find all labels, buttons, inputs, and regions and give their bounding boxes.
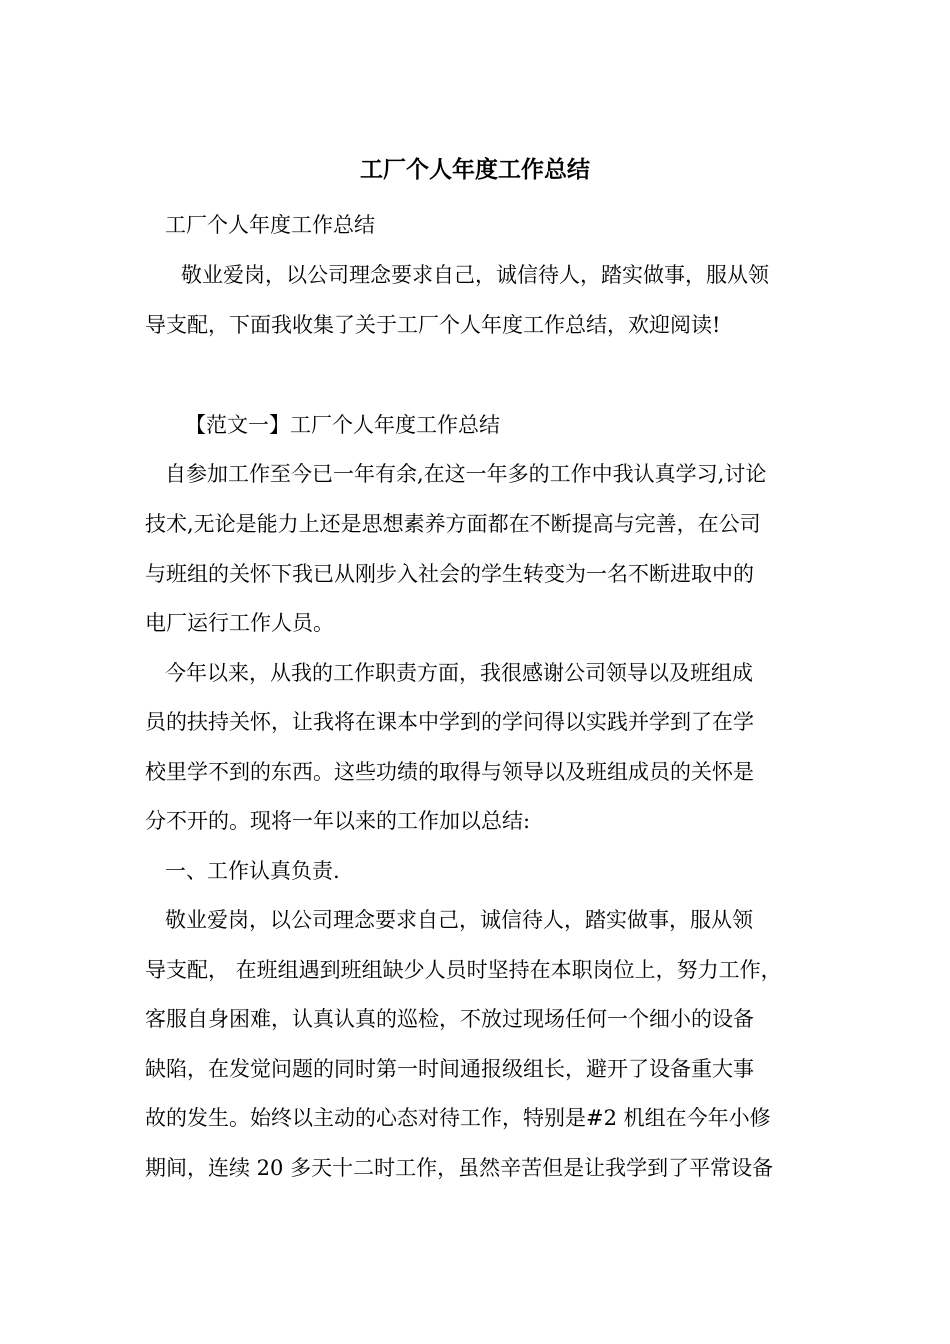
document-subtitle: 工厂个人年度工作总结 — [165, 213, 375, 237]
item-heading: 一、工作认真负责. — [165, 859, 340, 883]
paragraph-line: 自参加工作至今已一年有余,在这一年多的工作中我认真学习,讨论 — [165, 462, 767, 486]
paragraph-line: 敬业爱岗，以公司理念要求自己，诚信待人，踏实做事，服从领 — [165, 908, 753, 932]
paragraph-line: 分不开的。现将一年以来的工作加以总结: — [145, 809, 531, 833]
paragraph-line: 故的发生。始终以主动的心态对待工作，特别是#2 机组在今年小修 — [145, 1106, 771, 1130]
paragraph-line: 技术,无论是能力上还是思想素养方面都在不断提高与完善，在公司 — [145, 512, 761, 536]
intro-line: 敬业爱岗，以公司理念要求自己，诚信待人，踏实做事，服从领 — [181, 263, 769, 287]
paragraph-line: 电厂运行工作人员。 — [145, 611, 334, 635]
paragraph-line: 校里学不到的东西。这些功绩的取得与领导以及班组成员的关怀是 — [145, 760, 754, 784]
paragraph-line: 与班组的关怀下我已从刚步入社会的学生转变为一名不断进取中的 — [145, 562, 754, 586]
section-heading: 【范文一】工厂个人年度工作总结 — [185, 413, 500, 437]
paragraph-line: 期间，连续 20 多天十二时工作，虽然辛苦但是让我学到了平常设备 — [145, 1156, 774, 1180]
paragraph-line: 导支配， 在班组遇到班组缺少人员时坚持在本职岗位上，努力工作， — [145, 958, 782, 982]
intro-line: 导支配，下面我收集了关于工厂个人年度工作总结，欢迎阅读! — [145, 313, 721, 337]
page-title: 工厂个人年度工作总结 — [360, 156, 590, 183]
paragraph-line: 客服自身困难，认真认真的巡检，不放过现场任何一个细小的设备 — [145, 1007, 754, 1031]
paragraph-line: 今年以来，从我的工作职责方面，我很感谢公司领导以及班组成 — [165, 661, 753, 685]
paragraph-line: 缺陷，在发觉问题的同时第一时间通报级组长，避开了设备重大事 — [145, 1057, 754, 1081]
paragraph-line: 员的扶持关怀，让我将在课本中学到的学问得以实践并学到了在学 — [145, 710, 754, 734]
